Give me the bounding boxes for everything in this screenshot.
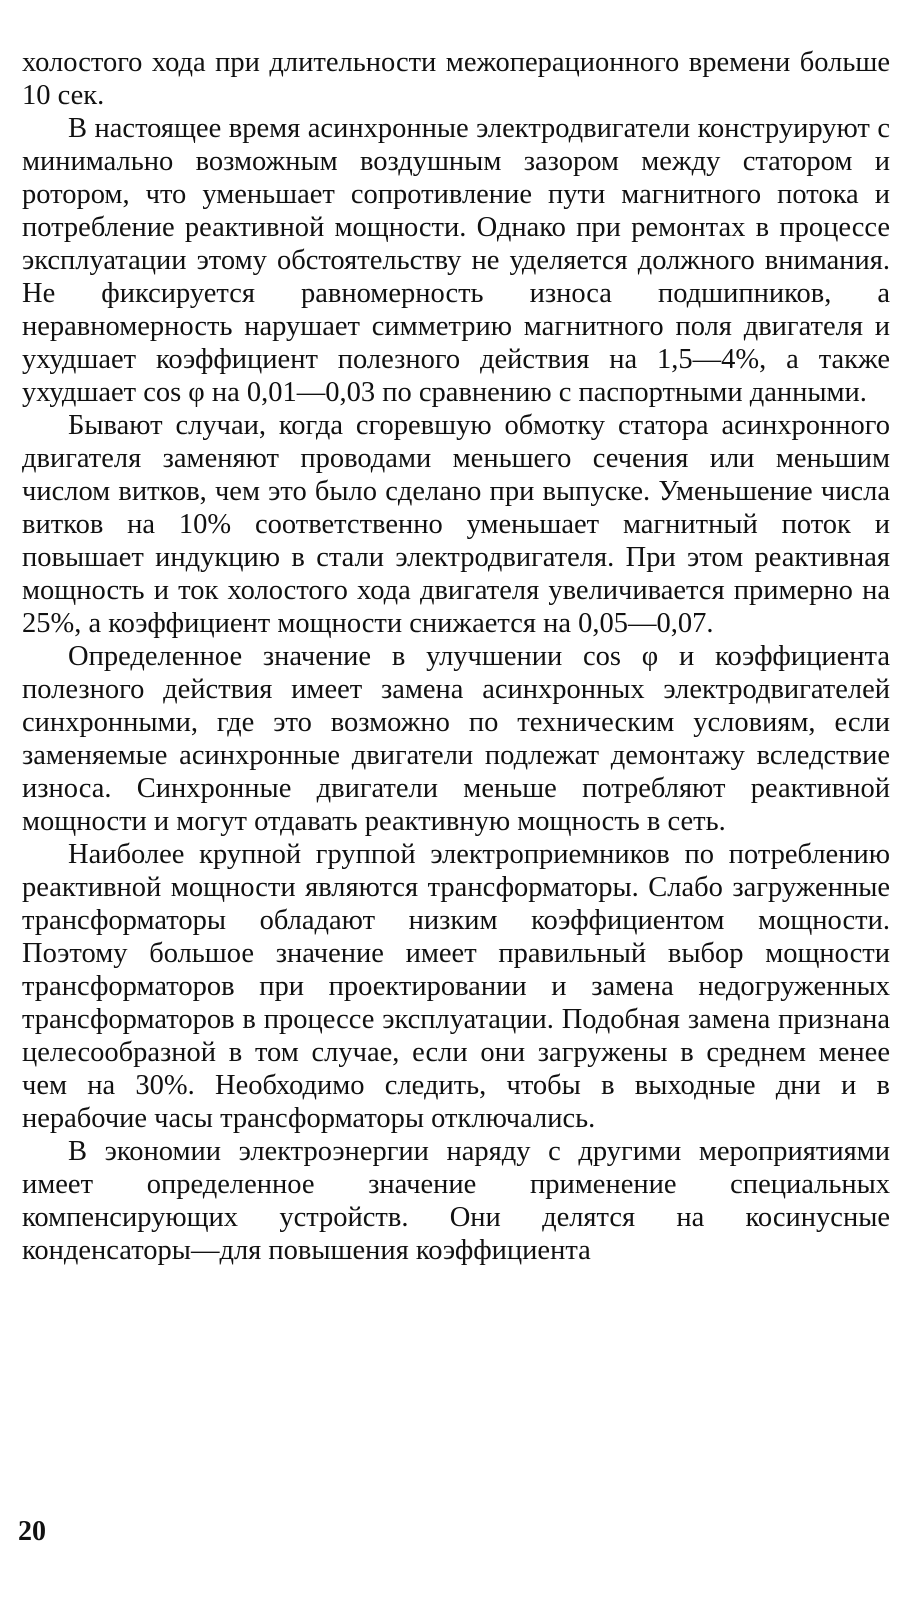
paragraph-4: Определенное значение в улучшении cos φ и коэффициента полезного действия имеет замена асинхронных электродвигателей синхронными, где это возможно по техническим условиям, если заменяемые асинхронные двигатели подлежат демонтажу вследствие износа. Синхронные двигатели меньше потребляют реактивной мощности и могут отдавать реактивную мощность в сеть. [22,641,890,837]
paragraph-2: В настоящее время асинхронные электродвигатели конструируют с минимально возможным воздушным зазором между статором и ротором, что уменьшает сопротивление пути магнитного потока и потребление реактивной мощности. Однако при ремонтах в процессе эксплуатации этому обстоятельству не уделяется должного внимания. Не фиксируется равномерность износа подшипников, а неравномерность нарушает симметрию магнитного поля двигателя и ухудшает коэффициент полезного действия на 1,5—4%, а также ухудшает cos φ на 0,01—0,03 по сравнению с паспортными данными. [22,113,890,408]
page-body [22,46,890,1267]
paragraph-1: холостого хода при длительности межоперационного времени больше 10 сек. [22,47,890,111]
paragraph-5: Наиболее крупной группой электроприемников по потреблению реактивной мощности являются трансформаторы. Слабо загруженные трансформаторы обладают низким коэффициентом мощности. Поэтому большое значение имеет правильный выбор мощности трансформаторов при проектировании и замена недогруженных трансформаторов в процессе эксплуатации. Подобная замена признана целесообразной в том случае, если они загружены в среднем менее чем на 30%. Необходимо следить, чтобы в выходные дни и в нерабочие часы трансформаторы отключались. [22,839,890,1134]
page-number: 20 [18,1516,46,1547]
paragraph-3: Бывают случаи, когда сгоревшую обмотку статора асинхронного двигателя заменяют проводами меньшего сечения или меньшим числом витков, чем это было сделано при выпуске. Уменьшение числа витков на 10% соответственно уменьшает магнитный поток и повышает индукцию в стали электродвигателя. При этом реактивная мощность и ток холостого хода двигателя увеличивается примерно на 25%, а коэффициент мощности снижается на 0,05—0,07. [22,410,890,639]
paragraph-6: В экономии электроэнергии наряду с другими мероприятиями имеет определенное значение применение специальных компенсирующих устройств. Они делятся на косинусные конденсаторы—для повышения коэффициента [22,1136,890,1266]
